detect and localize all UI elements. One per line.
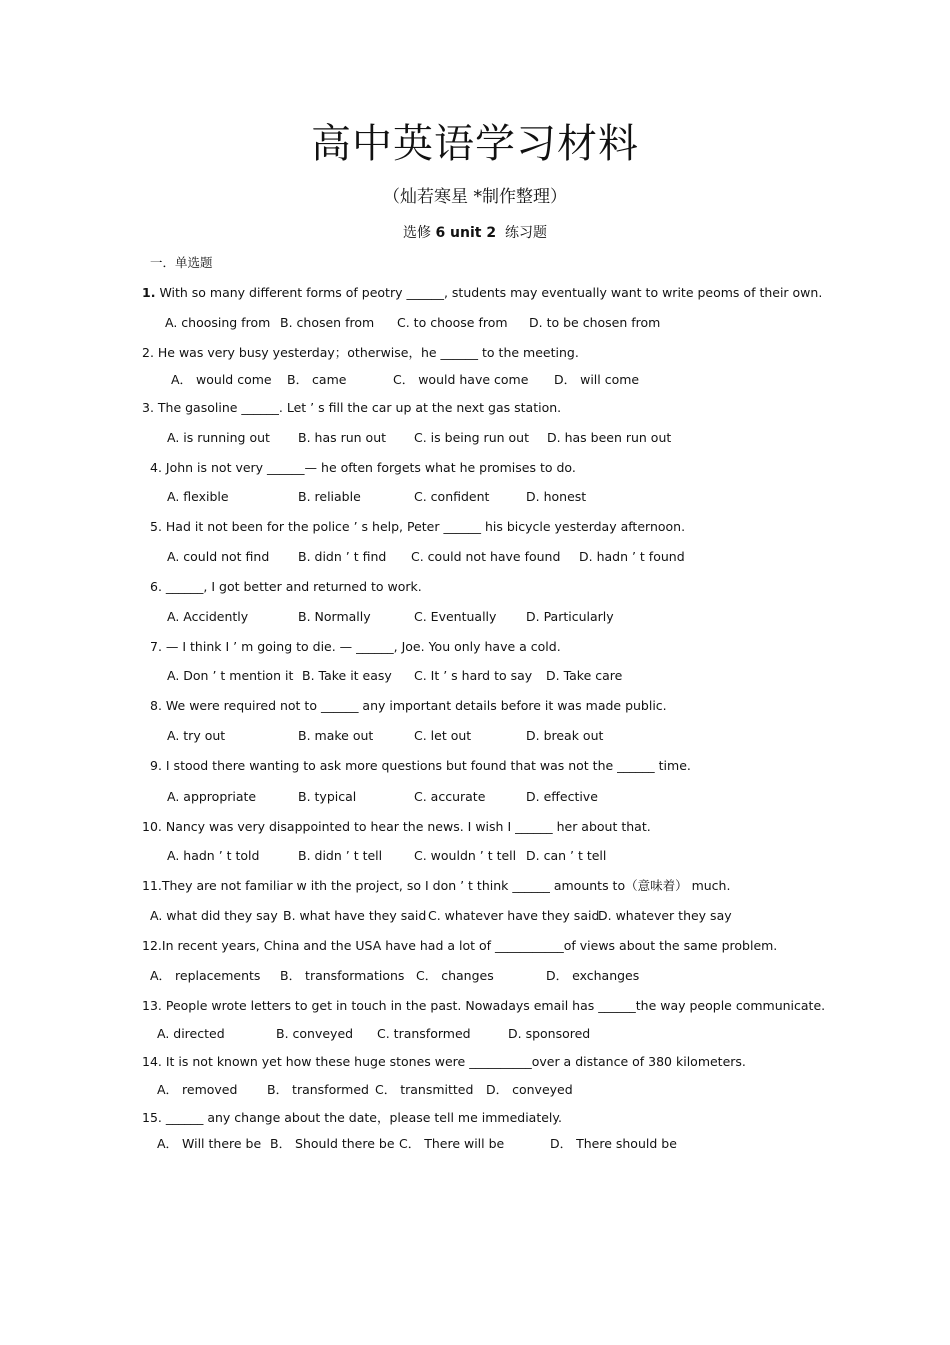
question-6-option-b: B. Normally bbox=[298, 609, 371, 624]
question-1-option-b: B. chosen from bbox=[280, 315, 375, 330]
unit-name: 6 unit 2 bbox=[435, 225, 497, 241]
question-1-number: 1. bbox=[142, 285, 156, 300]
question-10-option-c: C. wouldn ’ t tell bbox=[414, 848, 517, 863]
question-5-option-a: A. could not find bbox=[167, 549, 270, 564]
question-8-option-a: A. try out bbox=[167, 728, 226, 743]
question-6-stem: 6. ______, I got better and returned to work. bbox=[150, 579, 422, 594]
question-7-option-d: D. Take care bbox=[546, 668, 623, 683]
question-13-option-d: D. sponsored bbox=[508, 1026, 591, 1041]
question-12-option-a: A． replacements bbox=[150, 968, 261, 983]
question-8-stem: 8. We were required not to ______ any important details before it was made public. bbox=[150, 698, 667, 713]
page-subtitle: （灿若寒星 *制作整理） bbox=[383, 187, 567, 207]
question-14-option-c: C． transmitted bbox=[375, 1082, 474, 1097]
question-15-option-d: D． There should be bbox=[550, 1136, 677, 1151]
question-12-option-b: B． transformations bbox=[280, 968, 405, 983]
question-4-option-c: C. confident bbox=[414, 489, 490, 504]
question-10-stem: 10. Nancy was very disappointed to hear the news. I wish I ______ her about that. bbox=[142, 819, 651, 834]
question-7-option-b: B. Take it easy bbox=[302, 668, 392, 683]
question-14-option-a: A． removed bbox=[157, 1082, 238, 1097]
question-6-option-d: D. Particularly bbox=[526, 609, 614, 624]
question-9-stem: 9. I stood there wanting to ask more questions but found that was not the ______ time. bbox=[150, 758, 691, 773]
question-4-option-d: D. honest bbox=[526, 489, 587, 504]
question-2-option-c: C． would have come bbox=[393, 372, 529, 387]
question-2-option-a: A． would come bbox=[171, 372, 272, 387]
question-3-option-a: A. is running out bbox=[167, 430, 270, 445]
unit-suffix: 练习题 bbox=[505, 225, 547, 241]
question-3-option-b: B. has run out bbox=[298, 430, 387, 445]
question-7-option-a: A. Don ’ t mention it bbox=[167, 668, 294, 683]
question-7-option-c: C. It ’ s hard to say bbox=[414, 668, 533, 683]
section-label: 一．单选题 bbox=[150, 255, 213, 270]
page-title: 高中英语学习材料 bbox=[311, 121, 639, 167]
question-1-option-a: A. choosing from bbox=[165, 315, 271, 330]
question-10-option-d: D. can ’ t tell bbox=[526, 848, 607, 863]
question-7-stem: 7. — I think I ’ m going to die. — ______, Joe. You only have a cold. bbox=[150, 639, 561, 654]
question-6-option-c: C. Eventually bbox=[414, 609, 497, 624]
question-10-option-b: B. didn ’ t tell bbox=[298, 848, 383, 863]
question-15-option-c: C． There will be bbox=[399, 1136, 505, 1151]
question-1-option-d: D. to be chosen from bbox=[529, 315, 661, 330]
question-12-stem: 12.In recent years, China and the USA have had a lot of ___________of views about the same problem. bbox=[142, 938, 778, 953]
question-11-option-d: D. whatever they say bbox=[598, 908, 732, 923]
question-9-option-c: C. accurate bbox=[414, 789, 486, 804]
question-4-option-b: B. reliable bbox=[298, 489, 361, 504]
question-3-option-d: D. has been run out bbox=[547, 430, 672, 445]
question-15-option-b: B． Should there be bbox=[270, 1136, 395, 1151]
question-9-option-d: D. effective bbox=[526, 789, 598, 804]
question-5-option-b: B. didn ’ t find bbox=[298, 549, 387, 564]
question-12-option-d: D． exchanges bbox=[546, 968, 640, 983]
question-9-option-b: B. typical bbox=[298, 789, 357, 804]
question-1-stem bbox=[142, 285, 822, 301]
unit-title bbox=[0, 222, 950, 242]
question-5-option-c: C. could not have found bbox=[411, 549, 561, 564]
question-3-option-c: C. is being run out bbox=[414, 430, 529, 445]
question-1-text: With so many different forms of peotry ______, students may eventually want to write peoms of their own. bbox=[159, 285, 823, 300]
question-15-option-a: A． Will there be bbox=[157, 1136, 262, 1151]
unit-prefix: 选修 bbox=[402, 225, 431, 241]
question-5-stem: 5. Had it not been for the police ’ s help, Peter ______ his bicycle yesterday afternoon. bbox=[150, 519, 686, 534]
question-14-option-b: B． transformed bbox=[267, 1082, 369, 1097]
question-9-option-a: A. appropriate bbox=[167, 789, 257, 804]
question-8-option-d: D. break out bbox=[526, 728, 604, 743]
question-2-option-b: B． came bbox=[287, 372, 347, 387]
question-1-option-c: C. to choose from bbox=[397, 315, 508, 330]
question-11-option-a: A. what did they say bbox=[150, 908, 278, 923]
question-2-stem: 2. He was very busy yesterday；otherwise，he ______ to the meeting. bbox=[142, 345, 579, 360]
question-13-option-b: B. conveyed bbox=[276, 1026, 354, 1041]
question-2-option-d: D． will come bbox=[554, 372, 640, 387]
question-13-option-c: C. transformed bbox=[377, 1026, 471, 1041]
question-12-option-c: C． changes bbox=[416, 968, 494, 983]
question-11-stem: 11.They are not familiar w ith the project, so I don ’ t think ______ amounts to（意味着） much. bbox=[142, 878, 731, 893]
question-15-stem: 15. ______ any change about the date，please tell me immediately. bbox=[142, 1110, 562, 1125]
question-11-option-c: C. whatever have they said bbox=[428, 908, 600, 923]
question-13-stem: 13. People wrote letters to get in touch in the past. Nowadays email has ______the way people communicate. bbox=[142, 998, 826, 1013]
question-8-option-c: C. let out bbox=[414, 728, 472, 743]
question-4-option-a: A. flexible bbox=[167, 489, 229, 504]
question-10-option-a: A. hadn ’ t told bbox=[167, 848, 260, 863]
question-5-option-d: D. hadn ’ t found bbox=[579, 549, 685, 564]
question-14-option-d: D． conveyed bbox=[486, 1082, 573, 1097]
question-6-option-a: A. Accidently bbox=[167, 609, 249, 624]
question-13-option-a: A. directed bbox=[157, 1026, 225, 1041]
question-8-option-b: B. make out bbox=[298, 728, 374, 743]
question-3-stem: 3. The gasoline ______. Let ’ s fill the car up at the next gas station. bbox=[142, 400, 562, 415]
question-4-stem: 4. John is not very ______— he often forgets what he promises to do. bbox=[150, 460, 576, 475]
question-11-option-b: B. what have they said bbox=[283, 908, 427, 923]
question-14-stem: 14. It is not known yet how these huge stones were __________over a distance of 380 kilometers. bbox=[142, 1054, 746, 1069]
